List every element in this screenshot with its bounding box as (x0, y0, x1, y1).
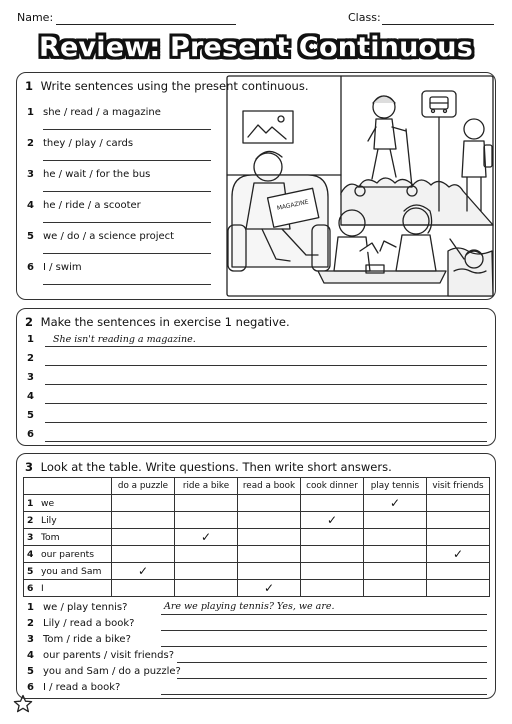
table-cell[interactable] (301, 563, 364, 580)
table-cell[interactable] (238, 495, 301, 512)
ex3-question-prompt: you and Sam / do a puzzle? (43, 666, 181, 677)
card-girl-body (396, 235, 436, 271)
exercise-2-instruction-text: Make the sentences in exercise 1 negative. (40, 315, 290, 329)
scooter-boy-legs (372, 149, 396, 179)
table-cell[interactable] (238, 563, 301, 580)
card-girl-cards (380, 241, 396, 251)
table-row (24, 512, 490, 529)
row-subject: Tom (41, 531, 60, 543)
exercise-1-instruction-text: Write sentences using the present continuous. (40, 79, 309, 93)
ex1-item-prompt: he / ride / a scooter (43, 200, 141, 211)
check-mark-icon: ✓ (326, 513, 338, 527)
exercise-3-box (16, 453, 496, 699)
table-cell[interactable] (175, 563, 238, 580)
ex3-question-number: 1 (27, 602, 34, 613)
row-label (24, 563, 112, 580)
ex3-question (27, 634, 131, 645)
row-number: 2 (27, 514, 34, 526)
exercise-3-instruction (25, 460, 392, 474)
ex1-answer-line[interactable] (43, 284, 211, 285)
ex2-number (27, 372, 43, 383)
ex3-question-prompt: I / read a book? (43, 682, 121, 693)
table-cell[interactable] (364, 529, 427, 546)
table-cell-checked[interactable] (301, 512, 364, 529)
magazine-label: MAGAZINE (276, 198, 310, 213)
ex3-question (27, 682, 120, 693)
table-cell[interactable] (175, 546, 238, 563)
ex2-answer-line[interactable] (45, 422, 487, 423)
table-cell[interactable] (238, 529, 301, 546)
ex3-question-prompt: our parents / visit friends? (43, 650, 175, 661)
ex1-answer-line[interactable] (43, 253, 211, 254)
ex3-answer-line[interactable] (161, 646, 487, 647)
table-cell[interactable] (427, 563, 490, 580)
ex2-answer-line[interactable] (45, 384, 487, 385)
column-header: cook dinner (301, 478, 364, 495)
class-field[interactable] (382, 24, 494, 25)
bus-stop-sign-icon (422, 91, 456, 117)
exercise-3-instruction-text: Look at the table. Write questions. Then write short answers. (40, 460, 392, 474)
exercise-2-box (16, 308, 496, 446)
picture-mountains (248, 125, 286, 139)
column-header: read a book (238, 478, 301, 495)
table-cell[interactable] (427, 580, 490, 597)
table-cell[interactable] (238, 512, 301, 529)
ex3-question (27, 666, 181, 677)
ex3-question (27, 650, 174, 661)
table-cell-checked[interactable] (175, 529, 238, 546)
row-number: 1 (27, 497, 34, 509)
ex2-number (27, 429, 43, 440)
ex1-item (27, 169, 150, 180)
table-cell[interactable] (112, 495, 175, 512)
waiting-boy-body (462, 141, 486, 177)
table-cell[interactable] (364, 512, 427, 529)
ex1-answer-line[interactable] (43, 129, 211, 130)
check-mark-icon: ✓ (452, 547, 464, 561)
star-icon (13, 694, 33, 714)
ex1-item-prompt: I / swim (43, 262, 82, 273)
table-cell-checked[interactable] (364, 495, 427, 512)
ex1-item-prompt: we / do / a science project (43, 231, 175, 242)
table-cell[interactable] (112, 546, 175, 563)
row-number: 4 (27, 548, 34, 560)
ex2-answer-line[interactable] (45, 346, 487, 347)
ex3-question (27, 618, 134, 629)
ex2-answer-line[interactable] (45, 403, 487, 404)
table-cell[interactable] (301, 546, 364, 563)
check-mark-icon: ✓ (200, 530, 212, 544)
row-subject: I (41, 582, 44, 594)
ex1-item-number: 2 (27, 138, 34, 149)
waiting-boy-head (464, 119, 484, 139)
table-cell-checked[interactable] (427, 546, 490, 563)
ex1-item (27, 262, 82, 273)
ex3-question-number: 2 (27, 618, 34, 629)
table-row (24, 546, 490, 563)
ex1-item-number: 4 (27, 200, 34, 211)
check-mark-icon: ✓ (263, 581, 275, 595)
ex1-answer-line[interactable] (43, 191, 211, 192)
ex1-item (27, 200, 141, 211)
ex2-number-text: 2 (27, 353, 34, 364)
table-row (24, 495, 490, 512)
table-cell[interactable] (112, 529, 175, 546)
table-cell[interactable] (175, 512, 238, 529)
ex2-number-text: 5 (27, 410, 34, 421)
column-header: do a puzzle (112, 478, 175, 495)
card-boy-body (334, 237, 370, 271)
exercise-1-box (16, 72, 496, 300)
ex1-item (27, 231, 174, 242)
table-row (24, 529, 490, 546)
name-field[interactable] (56, 24, 236, 25)
ex1-item-number: 1 (27, 107, 34, 118)
exercise-1-number: 1 (25, 79, 34, 93)
class-label: Class: (348, 11, 381, 24)
table-cell[interactable] (301, 580, 364, 597)
ex2-answer-line[interactable] (45, 441, 487, 442)
activity-table (23, 477, 490, 597)
column-header: play tennis (364, 478, 427, 495)
ex1-answer-line[interactable] (43, 222, 211, 223)
row-subject: Lily (41, 514, 57, 526)
table-cell[interactable] (364, 546, 427, 563)
row-label (24, 546, 112, 563)
ex2-number-text: 1 (27, 334, 34, 345)
row-number: 3 (27, 531, 34, 543)
table-row (24, 563, 490, 580)
picture-sun (278, 116, 284, 122)
ex2-number-text: 6 (27, 429, 34, 440)
table-cell[interactable] (112, 580, 175, 597)
column-header: visit friends (427, 478, 490, 495)
check-mark-icon: ✓ (137, 564, 149, 578)
table-header-row (24, 478, 490, 495)
name-label: Name: (17, 11, 54, 24)
table-cell[interactable] (175, 580, 238, 597)
ex1-item (27, 138, 133, 149)
table-corner-cell (24, 478, 112, 495)
table-cell[interactable] (427, 512, 490, 529)
check-mark-icon: ✓ (389, 496, 401, 510)
ex2-answer-line[interactable] (45, 365, 487, 366)
table-cell-checked[interactable] (238, 580, 301, 597)
ex2-number-text: 3 (27, 372, 34, 383)
row-number: 6 (27, 582, 34, 594)
table-cell[interactable] (364, 580, 427, 597)
row-label (24, 512, 112, 529)
scene-illustration (226, 75, 494, 297)
ex2-number (27, 391, 43, 402)
column-header: ride a bike (175, 478, 238, 495)
exercise-2-instruction (25, 315, 290, 329)
ex3-question-prompt: we / play tennis? (43, 602, 128, 613)
table-cell[interactable] (301, 495, 364, 512)
ex1-item-prompt: they / play / cards (43, 138, 134, 149)
ex3-question-number: 3 (27, 634, 34, 645)
table-cell[interactable] (364, 563, 427, 580)
ex3-question-number: 4 (27, 650, 34, 661)
scooter-boy-arms (368, 127, 406, 141)
ex3-question-prompt: Tom / ride a bike? (43, 634, 131, 645)
ex2-number (27, 410, 43, 421)
ex1-item-number: 3 (27, 169, 34, 180)
ex1-item-prompt: she / read / a magazine (43, 107, 161, 118)
table-cell-checked[interactable] (112, 563, 175, 580)
ex1-item-prompt: he / wait / for the bus (43, 169, 151, 180)
scooter-handle (406, 129, 412, 187)
ex3-answer-line[interactable] (177, 662, 487, 663)
exercise-2-number: 2 (25, 315, 34, 329)
row-label (24, 580, 112, 597)
ex3-answer-line[interactable] (177, 678, 487, 679)
row-label (24, 495, 112, 512)
exercise-3-number: 3 (25, 460, 34, 474)
row-label (24, 529, 112, 546)
scooter-boy-body (374, 119, 396, 149)
table-cell[interactable] (301, 529, 364, 546)
ex3-answer-line[interactable] (161, 694, 487, 695)
table-cell[interactable] (175, 495, 238, 512)
row-number: 5 (27, 565, 34, 577)
ex3-question (27, 602, 127, 613)
helmet (373, 96, 395, 103)
table-cell[interactable] (112, 512, 175, 529)
ex3-example-answer: Are we playing tennis? Yes, we are. (164, 601, 335, 612)
ex3-question-number: 6 (27, 682, 34, 693)
ex1-item-number: 6 (27, 262, 34, 273)
pool-water (448, 248, 493, 296)
ex1-answer-line[interactable] (43, 160, 211, 161)
ex2-number-text: 4 (27, 391, 34, 402)
ex3-answer-line[interactable] (161, 614, 487, 615)
row-subject: our parents (41, 548, 95, 560)
ex2-example-answer: She isn't reading a magazine. (53, 334, 196, 345)
ex2-number (27, 353, 43, 364)
ex3-question-number: 5 (27, 666, 34, 677)
row-subject: you and Sam (41, 565, 102, 577)
ex1-item (27, 107, 161, 118)
table-cell[interactable] (427, 495, 490, 512)
table-cell[interactable] (238, 546, 301, 563)
card-boy-cards (360, 243, 378, 253)
ex3-question-prompt: Lily / read a book? (43, 618, 135, 629)
table-cell[interactable] (427, 529, 490, 546)
table-row (24, 580, 490, 597)
ex1-item-number: 5 (27, 231, 34, 242)
ex3-answer-line[interactable] (161, 630, 487, 631)
ex2-number (27, 334, 43, 345)
worksheet-title: Review: Present Continuous (39, 32, 473, 63)
row-subject: we (41, 497, 55, 509)
